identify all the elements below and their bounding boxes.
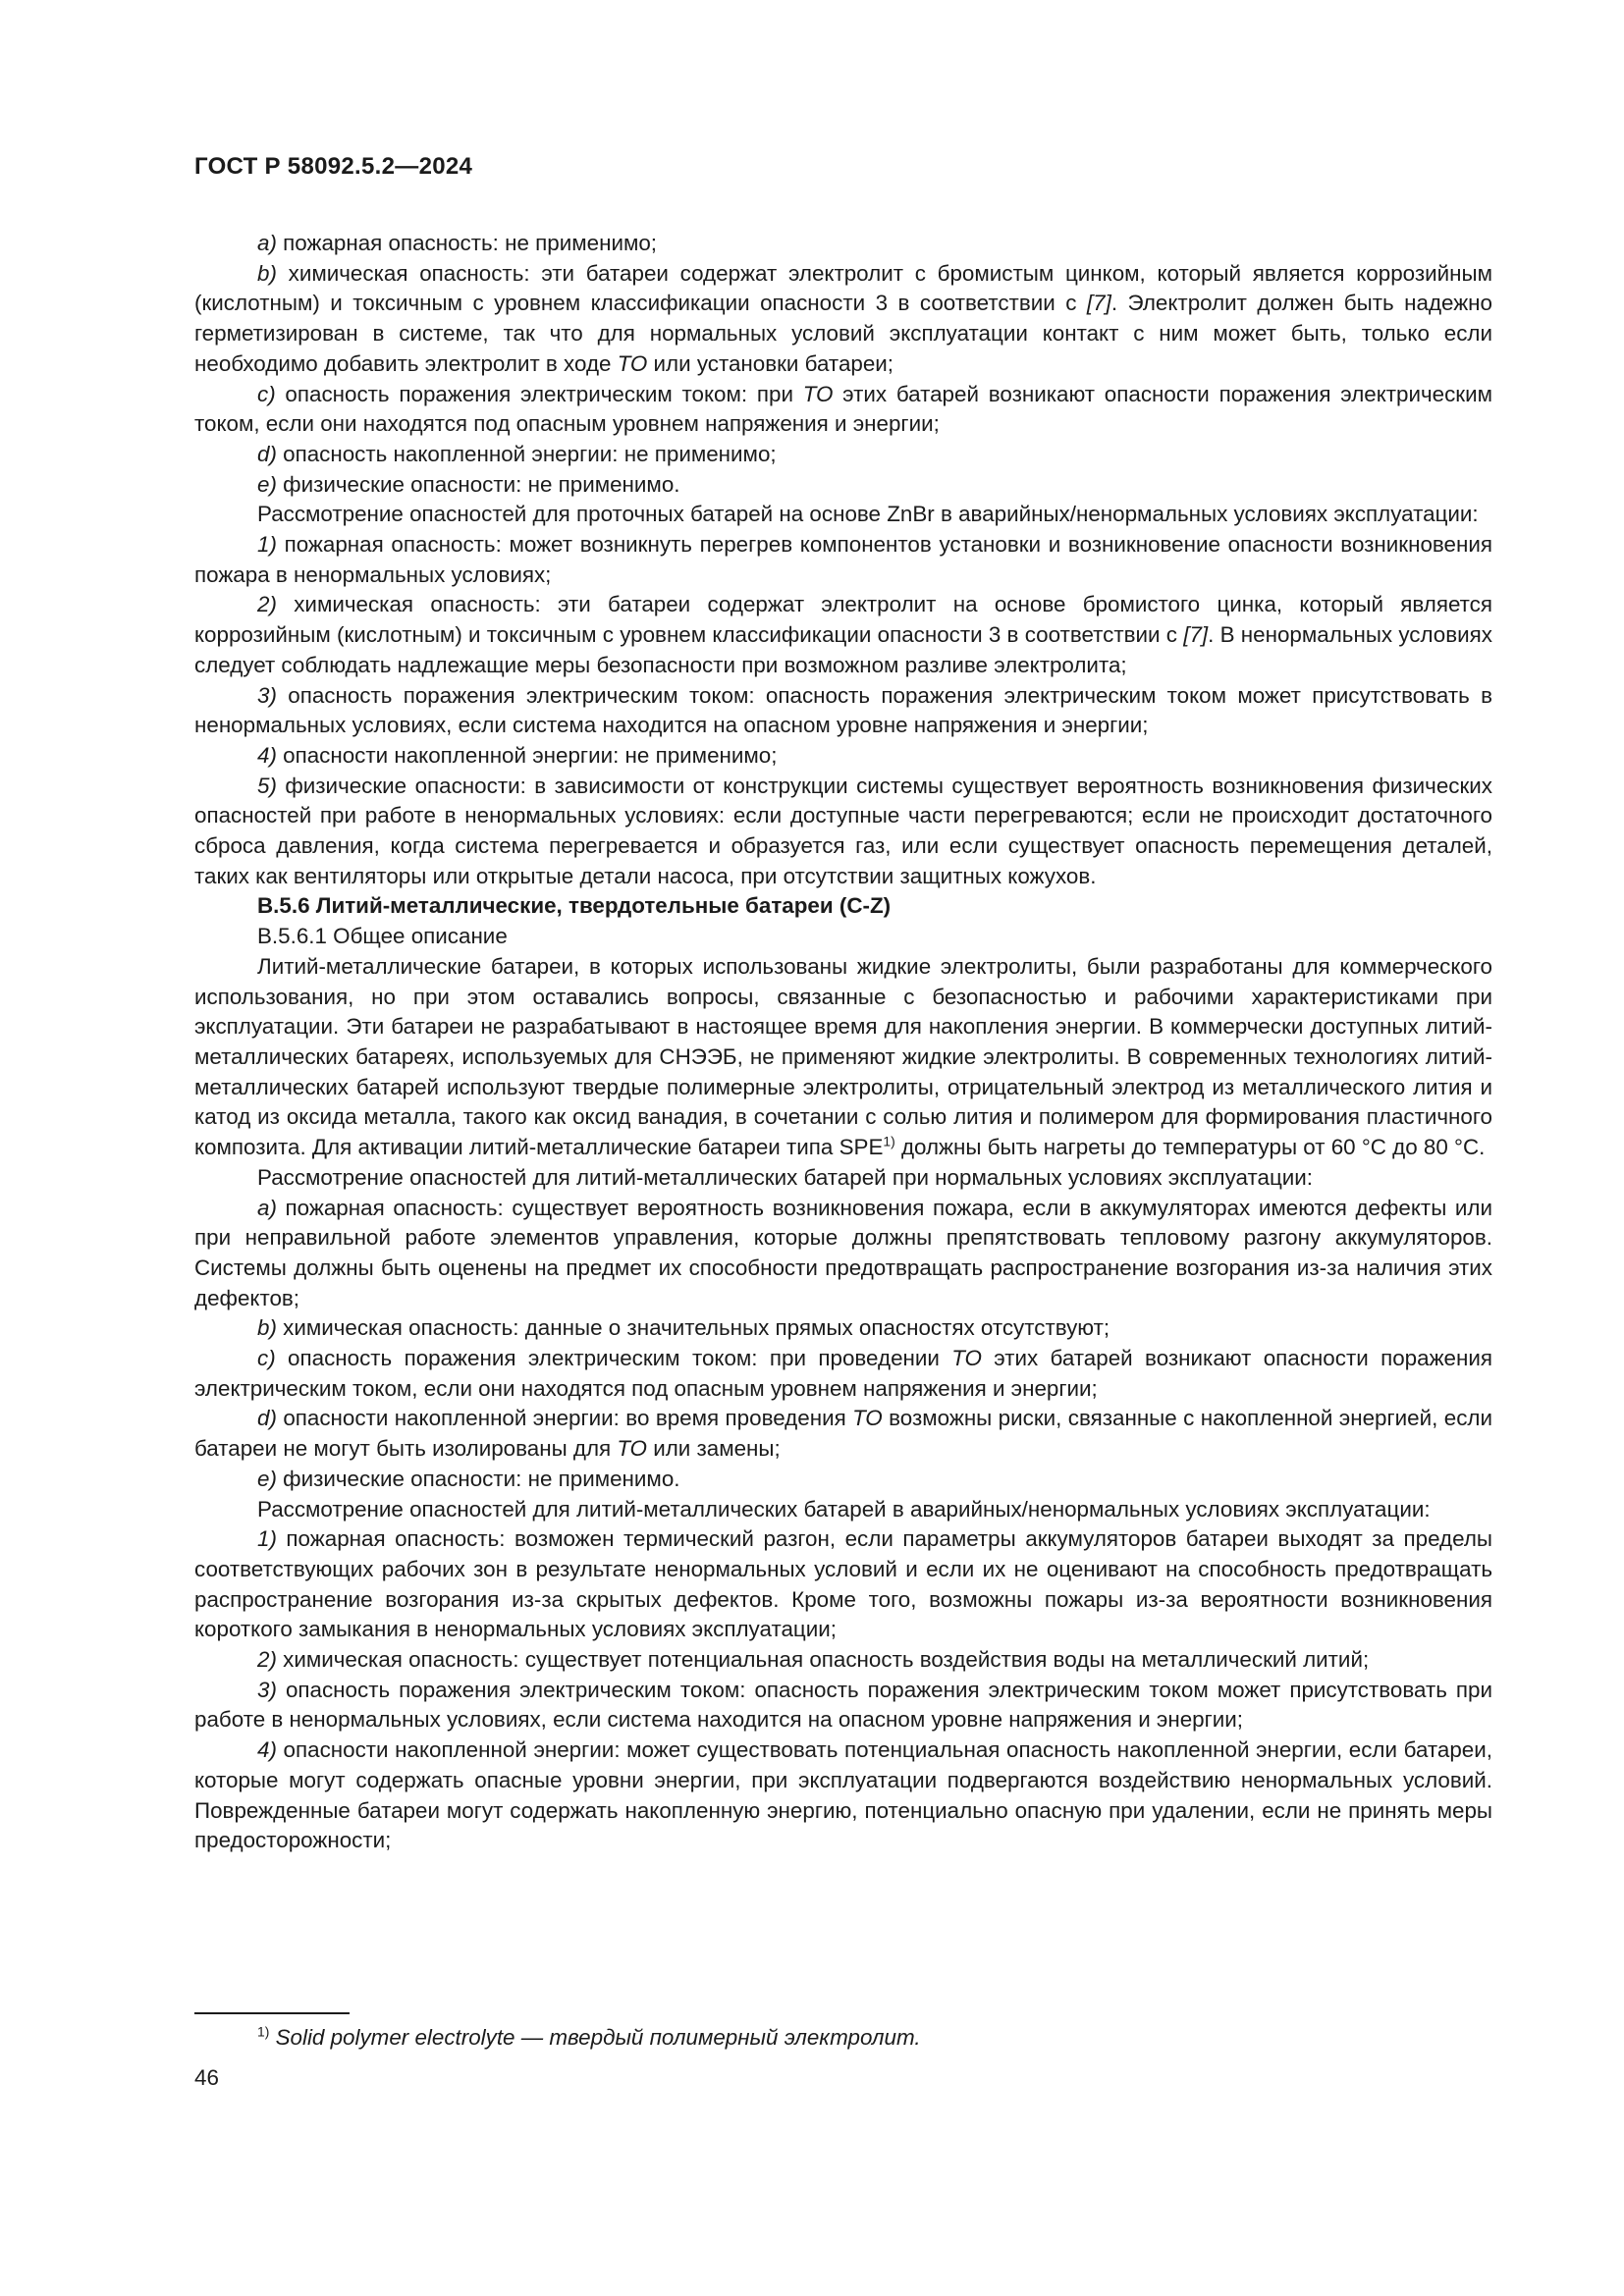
paragraph — [194, 440, 1492, 470]
paragraph — [194, 1735, 1492, 1856]
text-run: ТО — [852, 1406, 883, 1431]
text-run: 1) — [257, 1526, 277, 1552]
text-run: возможны риски, связанные с накопленной энергией, если батареи не могут быть изолированы для — [194, 1406, 1492, 1462]
footnote-marker: 1) — [257, 2023, 270, 2040]
text-run: d) — [257, 1406, 277, 1431]
paragraph — [194, 259, 1492, 380]
text-run: опасность накопленной энергии: не применимо; — [276, 441, 777, 466]
paragraph — [194, 500, 1492, 530]
text-run: пожарная опасность: существует вероятность возникновения пожара, если в аккумуляторах имеются дефекты или при неправильной работе элементов управления, которые должны препятствовать тепловому разгону аккумуляторов. Системы должны быть оценены на предмет их способности предотвращать распространение возгорания из-за наличия этих дефектов; — [194, 1195, 1492, 1310]
text-run: Литий-металлические батареи, в которых использованы жидкие электролиты, были разработаны для коммерческого использования, но при этом оставались вопросы, связанные с безопасностью и рабочими характеристиками при эксплуатации. Эти батареи не разрабатывают в настоящее время для накопления энергии. В коммерчески доступных литий-металлических батареях, используемых для СНЭЭБ, не применяют жидкие электролиты. В современных технологиях литий-металлических батарей используют твердые полимерные электролиты, отрицательный электрод из металлического лития и катод из оксида металла, такого как оксид ванадия, в сочетании с солью лития и полимером для формирования пластичного композита. Для активации литий-металлические батареи типа SPE — [194, 953, 1492, 1160]
text-run: e) — [257, 1466, 277, 1491]
text-run: должны быть нагреты до температуры от 60 °C до 80 °C. — [894, 1135, 1486, 1160]
body-text — [194, 229, 1492, 1856]
paragraph — [194, 1495, 1492, 1525]
text-run: физические опасности: в зависимости от конструкции системы существует вероятность возникновения физических опасностей при работе в ненормальных условиях: если доступные части перегреваются; если не происходит достаточного сброса давления, когда система перегревается и образуется газ, или если существует опасность перемещения деталей, таких как вентиляторы или открытые детали насоса, при отсутствии защитных кожухов. — [194, 773, 1492, 888]
text-run: 2) — [257, 1647, 277, 1673]
text-run: опасность поражения электрическим током: опасность поражения электрическим током может присутствовать при работе в ненормальных условиях, если система находится на опасном уровне напряжения и энергии; — [194, 1677, 1492, 1733]
paragraph — [194, 1645, 1492, 1676]
footnote-ref: 1) — [883, 1133, 895, 1149]
text-run: B.5.6 Литий-металлические, твердотельные батареи (C-Z) — [257, 893, 892, 919]
text-run: Рассмотрение опасностей для проточных батарей на основе ZnBr в аварийных/ненормальных условиях эксплуатации: — [257, 502, 1479, 527]
paragraph — [194, 1163, 1492, 1194]
text-run: ТО — [617, 350, 648, 376]
text-run: или установки батареи; — [647, 350, 894, 376]
text-run: 5) — [257, 773, 277, 798]
paragraph — [194, 590, 1492, 680]
text-run: b) — [257, 1315, 277, 1341]
text-run: ТО — [802, 381, 834, 406]
text-run: опасности накопленной энергии: не применимо; — [276, 742, 778, 768]
paragraph — [194, 922, 1492, 952]
paragraph — [194, 530, 1492, 590]
text-run: . Электролит должен быть надежно герметизирован в системе, так что для нормальных условий эксплуатации контакт с ним может быть, только если необходимо добавить электролит в ходе — [194, 291, 1493, 376]
text-run: опасность поражения электрическим током: при — [275, 381, 803, 406]
text-run: ТО — [617, 1436, 647, 1462]
text-run: B.5.6.1 Общее описание — [257, 924, 508, 949]
text-run: . В ненормальных условиях следует соблюдать надлежащие меры безопасности при возможном разливе электролита; — [194, 622, 1492, 677]
paragraph — [194, 1344, 1492, 1404]
paragraph — [194, 470, 1492, 501]
text-run: [7] — [1183, 622, 1209, 648]
text-run: физические опасности: не применимо. — [276, 1466, 680, 1491]
text-run: химическая опасность: эти батареи содержат электролит на основе бромистого цинка, который является коррозийным (кислотным) и токсичным с уровнем классификации опасности 3 в соответствии с — [194, 592, 1492, 648]
text-run: пожарная опасность: возможен термический разгон, если параметры аккумуляторов батареи выходят за пределы соответствующих рабочих зон в результате ненормальных условий и если их не оценивают на способность предотвращать распространение возгорания из-за скрытых дефектов. Кроме того, возможны пожары из-за вероятности возникновения короткого замыкания в ненормальных условиях эксплуатации; — [194, 1526, 1492, 1642]
text-run: 4) — [257, 742, 277, 768]
footnote — [194, 2023, 1492, 2053]
paragraph — [194, 1194, 1492, 1314]
footnote-text: Solid polymer electrolyte — твердый полимерный электролит. — [275, 2025, 921, 2050]
text-run: c) — [257, 1346, 276, 1371]
paragraph — [194, 741, 1492, 772]
text-run: a) — [257, 1195, 277, 1220]
text-run: c) — [257, 381, 276, 406]
text-run: физические опасности: не применимо. — [276, 471, 680, 497]
page-number: 46 — [194, 2065, 219, 2090]
text-run: 3) — [257, 682, 277, 708]
paragraph — [194, 952, 1492, 1163]
text-run: ТО — [951, 1346, 982, 1371]
text-run: a) — [257, 231, 277, 255]
paragraph — [194, 1676, 1492, 1735]
text-run: Рассмотрение опасностей для литий-металлических батарей в аварийных/ненормальных условиях эксплуатации: — [257, 1496, 1431, 1522]
text-run: опасности накопленной энергии: во время проведения — [276, 1406, 853, 1431]
text-run: пожарная опасность: не применимо; — [276, 231, 658, 255]
text-run: b) — [257, 260, 277, 286]
paragraph — [194, 891, 1492, 922]
paragraph — [194, 1524, 1492, 1645]
paragraph — [194, 229, 1492, 259]
paragraph — [194, 681, 1492, 741]
text-run: химическая опасность: существует потенциальная опасность воздействия воды на металлический литий; — [276, 1647, 1370, 1673]
text-run: опасность поражения электрическим током: опасность поражения электрическим током может присутствовать в ненормальных условиях, если система находится на опасном уровне напряжения и энергии; — [194, 682, 1492, 738]
paragraph — [194, 1404, 1492, 1464]
text-run: e) — [257, 471, 277, 497]
text-run: d) — [257, 441, 277, 466]
text-run: 3) — [257, 1677, 277, 1702]
text-run: химическая опасность: эти батареи содержат электролит с бромистым цинком, который является коррозийным (кислотным) и токсичным с уровнем классификации опасности 3 в соответствии с — [194, 260, 1492, 316]
text-run: 4) — [257, 1737, 277, 1763]
text-run: этих батарей возникают опасности поражения электрическим током, если они находятся под опасным уровнем напряжения и энергии; — [194, 381, 1492, 437]
text-run: Рассмотрение опасностей для литий-металлических батарей при нормальных условиях эксплуатации: — [257, 1164, 1314, 1190]
text-run: этих батарей возникают опасности поражения электрическим током, если они находятся под опасным уровнем напряжения и энергии; — [194, 1346, 1492, 1401]
paragraph — [194, 1313, 1492, 1344]
paragraph — [194, 772, 1492, 892]
text-run: опасности накопленной энергии: может существовать потенциальная опасность накопленной энергии, если батареи, которые могут содержать опасные уровни энергии, при эксплуатации подвергаются воздействию ненормальных условий. Поврежденные батареи могут содержать накопленную энергию, потенциально опасную при удалении, если не принять меры предосторожности; — [194, 1737, 1492, 1853]
footnote-separator — [194, 2012, 350, 2014]
text-run: химическая опасность: данные о значительных прямых опасностях отсутствуют; — [276, 1315, 1110, 1341]
text-run: пожарная опасность: может возникнуть перегрев компонентов установки и возникновение опасности возникновения пожара в ненормальных условиях; — [194, 532, 1492, 587]
text-run: или замены; — [646, 1436, 781, 1462]
text-run: 1) — [257, 532, 277, 558]
text-run: [7] — [1086, 291, 1111, 316]
paragraph — [194, 380, 1492, 440]
text-run: опасность поражения электрическим током: при проведении — [275, 1346, 952, 1371]
document-header: ГОСТ Р 58092.5.2—2024 — [194, 153, 473, 180]
paragraph — [194, 1465, 1492, 1495]
text-run: 2) — [257, 592, 277, 617]
